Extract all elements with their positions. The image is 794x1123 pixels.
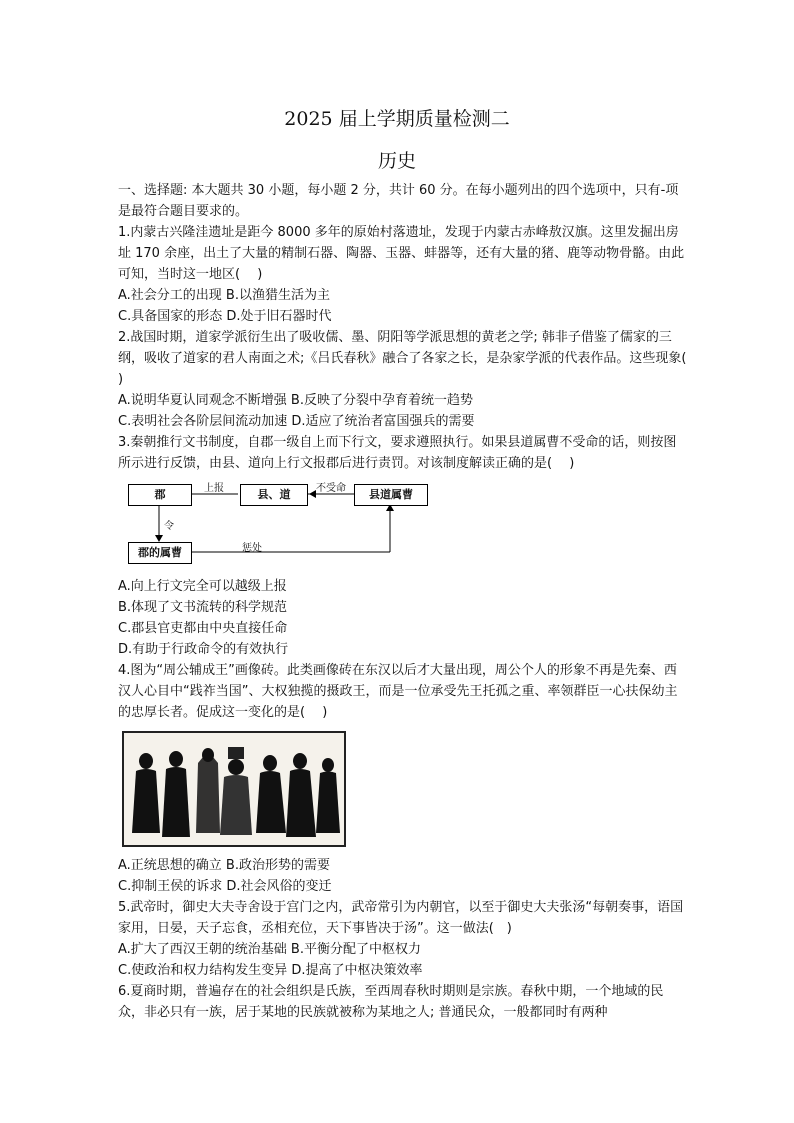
- question-body: [118, 180, 704, 1023]
- label-ling: 令: [164, 521, 174, 532]
- label-bushouming: 不受命: [316, 483, 346, 494]
- question-1-option-ab: A.社会分工的出现 B.以渔猎生活为主: [118, 288, 330, 303]
- question-2-stem: 2.战国时期，道家学派衍生出了吸收儒、墨、阴阳等学派思想的黄老之学; 韩非子借鉴了儒家的三纲，吸收了道家的君人南面之术;《吕氏春秋》融合了各家之长，是杂家学派的代表作品。这些现象( ): [118, 330, 704, 387]
- question-3-option-b: B.体现了文书流转的科学规范: [118, 600, 288, 615]
- label-shangbao: 上报: [204, 483, 224, 494]
- question-3-stem: 3.秦朝推行文书制度，自郡一级自上而下行文，要求遵照执行。如果县道属曹不受命的话，则按图所示进行反馈，由县、道向上行文报郡后进行责罚。对该制度解读正确的是( ): [118, 435, 677, 471]
- section-intro: 一、选择题: 本大题共 30 小题，每小题 2 分，共计 60 分。在每小题列出的四个选项中，只有-项是最符合题目要求的。: [118, 183, 679, 219]
- question-2-option-ab: A.说明华夏认同观念不断增强 B.反映了分裂中孕育着统一趋势: [118, 393, 473, 408]
- box-xiandao-shucao: 县道属曹: [354, 484, 428, 506]
- question-4-option-cd: C.抑制王侯的诉求 D.社会风俗的变迁: [118, 879, 332, 894]
- document-flow-diagram: [128, 480, 428, 570]
- question-5-option-cd: C.使政治和权力结构发生变异 D.提高了中枢决策效率: [118, 963, 423, 978]
- page-title: 2025 届上学期质量检测二: [284, 108, 510, 130]
- question-3-option-c: C.郡县官吏都由中央直接任命: [118, 621, 288, 636]
- question-5-option-ab: A.扩大了西汉王朝的统治基础 B.平衡分配了中枢权力: [118, 942, 421, 957]
- question-2-option-cd: C.表明社会各阶层间流动加速 D.适应了统治者富国强兵的需要: [118, 414, 475, 429]
- question-5-stem: 5.武帝时，御史大夫寺舍设于宫门之内，武帝常引为内朝官，以至于御史大夫张汤“每朝奏事，语国家用，日晏，天子忘食，丞相充位，天下事皆决于汤”。这一做法( ): [118, 900, 684, 936]
- box-jun-shucao: 郡的属曹: [128, 542, 192, 564]
- question-4-option-ab: A.正统思想的确立 B.政治形势的需要: [118, 858, 330, 873]
- question-3-option-d: D.有助于行政命令的有效执行: [118, 642, 289, 657]
- relief-figures: [124, 733, 344, 845]
- question-4-stem: 4.图为“周公辅成王”画像砖。此类画像砖在东汉以后才大量出现，周公个人的形象不再是先秦、西汉人心目中“践祚当国”、大权独揽的摄政王，而是一位承受先王托孤之重、率领群臣一心扶保幼主的忠厚长者。促成这一变化的是( ): [118, 663, 678, 720]
- question-1-option-cd: C.具备国家的形态 D.处于旧石器时代: [118, 309, 332, 324]
- brick-relief-image: [122, 731, 346, 847]
- box-jun: 郡: [128, 484, 192, 506]
- question-1-stem: 1.内蒙古兴隆洼遗址是距今 8000 多年的原始村落遗址，发现于内蒙古赤峰敖汉旗。这里发掘出房址 170 余座，出土了大量的精制石器、陶器、玉器、蚌器等，还有大量的猪、鹿等动物骨骼。由此可知，当时这一地区( ): [118, 225, 685, 282]
- question-3-option-a: A.向上行文完全可以越级上报: [118, 579, 287, 594]
- question-6-stem: 6.夏商时期，普遍存在的社会组织是氏族，至西周春秋时期则是宗族。春秋中期，一个地域的民众，非必只有一族，居于某地的民族就被称为某地之人; 普通民众，一般都同时有两种: [118, 984, 664, 1020]
- subject-title: 历史: [377, 150, 416, 172]
- box-xiandao: 县、道: [240, 484, 308, 506]
- label-chengchu: 惩处: [242, 543, 262, 554]
